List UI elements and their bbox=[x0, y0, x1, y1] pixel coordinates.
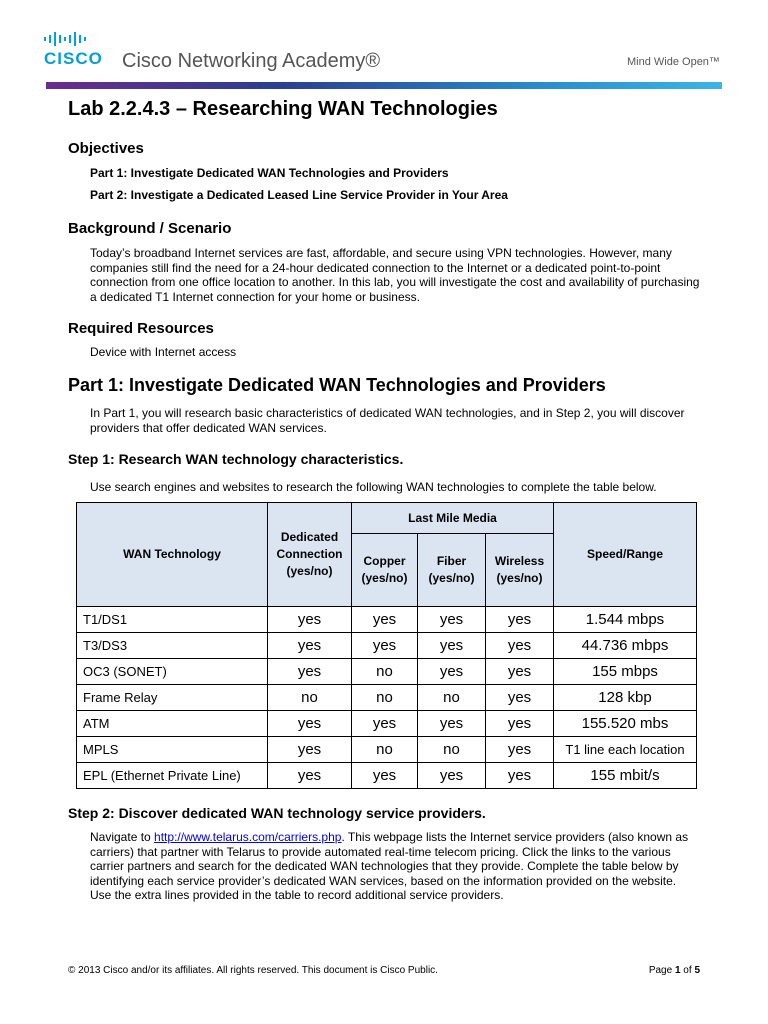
table-cell: 155 mbps bbox=[554, 659, 697, 685]
table-cell: no bbox=[352, 659, 418, 685]
page-total: 5 bbox=[694, 965, 700, 976]
page-of: of bbox=[680, 965, 695, 976]
table-cell: yes bbox=[352, 763, 418, 789]
part1-text: In Part 1, you will research basic characteristics of dedicated WAN technologies, and in Step 2, you will discover providers that offer dedicated WAN services. bbox=[90, 406, 685, 435]
table-cell: OC3 (SONET) bbox=[77, 659, 268, 685]
table-cell: yes bbox=[486, 763, 554, 789]
table-row bbox=[77, 737, 697, 763]
table-cell: yes bbox=[486, 685, 554, 711]
group-header-last-mile: Last Mile Media bbox=[352, 503, 554, 534]
table-row bbox=[77, 685, 697, 711]
table-cell: yes bbox=[486, 607, 554, 633]
table-cell: Frame Relay bbox=[77, 685, 268, 711]
table-cell: ATM bbox=[77, 711, 268, 737]
table-cell: yes bbox=[352, 711, 418, 737]
step1-text: Use search engines and websites to research the following WAN technologies to complete the table below. bbox=[90, 480, 657, 494]
table-row bbox=[77, 711, 697, 737]
table-cell: yes bbox=[352, 607, 418, 633]
step2-text bbox=[90, 830, 700, 903]
table-cell: no bbox=[352, 737, 418, 763]
col-header-wan-technology: WAN Technology bbox=[77, 503, 268, 607]
academy-name: Cisco Networking Academy® bbox=[122, 50, 381, 72]
table-cell: yes bbox=[418, 607, 486, 633]
table-cell: yes bbox=[486, 711, 554, 737]
part1-heading: Part 1: Investigate Dedicated WAN Technologies and Providers bbox=[68, 375, 606, 395]
table-cell: 155 mbit/s bbox=[554, 763, 697, 789]
col-header-wireless: Wireless (yes/no) bbox=[486, 534, 554, 607]
table-cell: 1.544 mbps bbox=[554, 607, 697, 633]
table-cell: yes bbox=[268, 763, 352, 789]
footer-page-number bbox=[649, 965, 700, 976]
resources-text: Device with Internet access bbox=[90, 345, 237, 359]
table-cell: yes bbox=[486, 737, 554, 763]
objectives-heading: Objectives bbox=[68, 140, 144, 157]
table-cell: yes bbox=[486, 659, 554, 685]
table-row bbox=[77, 763, 697, 789]
background-text: Today’s broadband Internet services are fast, affordable, and secure using VPN technologies. However, many companies still find the need for a 24-hour dedicated connection to the Internet or a dedicated point-to-point connection from one office location to another. In this lab, you will investigate the cost and availability of purchasing a dedicated T1 Internet connection for your home or business. bbox=[90, 246, 700, 304]
table-cell: EPL (Ethernet Private Line) bbox=[77, 763, 268, 789]
table-cell: no bbox=[352, 685, 418, 711]
page-current: 1 bbox=[674, 965, 681, 976]
cisco-logo-text: CISCO bbox=[44, 49, 103, 68]
table-cell: T1/DS1 bbox=[77, 607, 268, 633]
table-cell: yes bbox=[268, 607, 352, 633]
table-cell: MPLS bbox=[77, 737, 268, 763]
page-title: Lab 2.2.4.3 – Researching WAN Technologies bbox=[68, 98, 498, 120]
table-cell: yes bbox=[268, 711, 352, 737]
table-row bbox=[77, 633, 697, 659]
resources-heading: Required Resources bbox=[68, 320, 214, 337]
table-cell: no bbox=[418, 685, 486, 711]
table-cell: 128 kbp bbox=[554, 685, 697, 711]
table-row bbox=[77, 607, 697, 633]
col-header-copper: Copper (yes/no) bbox=[352, 534, 418, 607]
cisco-logo-icon bbox=[44, 32, 86, 46]
step2-text-after: . This webpage lists the Internet service providers (also known as carriers) that partner with Telarus to provide automated real-time telecom pricing. Click the links to the various carrier partners and search for the dedicated WAN technologies that they provide. Complete the table below by identifying each service provider’s dedicated WAN services, based on the information provided on the website. Use the extra lines provided in the table to record additional service providers. bbox=[90, 830, 689, 902]
objective-1: Part 1: Investigate Dedicated WAN Technologies and Providers bbox=[90, 166, 449, 180]
table-cell: yes bbox=[418, 659, 486, 685]
table-cell: T3/DS3 bbox=[77, 633, 268, 659]
objective-2: Part 2: Investigate a Dedicated Leased Line Service Provider in Your Area bbox=[90, 188, 508, 202]
col-header-speed: Speed/Range bbox=[554, 503, 697, 607]
table-cell: 155.520 mbs bbox=[554, 711, 697, 737]
table-cell: no bbox=[418, 737, 486, 763]
table-row bbox=[77, 659, 697, 685]
step2-text-before: Navigate to bbox=[90, 830, 155, 844]
table-cell: T1 line each location bbox=[554, 737, 697, 763]
header-gradient-bar bbox=[46, 82, 722, 89]
table-cell: yes bbox=[268, 659, 352, 685]
wan-technology-table bbox=[76, 502, 697, 789]
step2-heading: Step 2: Discover dedicated WAN technology service providers. bbox=[68, 805, 486, 821]
table-cell: yes bbox=[418, 711, 486, 737]
table-cell: yes bbox=[352, 633, 418, 659]
col-header-dedicated: Dedicated Connection (yes/no) bbox=[268, 503, 352, 607]
footer-copyright: © 2013 Cisco and/or its affiliates. All rights reserved. This document is Cisco Public. bbox=[68, 965, 438, 976]
table-cell: no bbox=[268, 685, 352, 711]
col-header-fiber: Fiber (yes/no) bbox=[418, 534, 486, 607]
table-cell: yes bbox=[486, 633, 554, 659]
page-label: Page bbox=[648, 965, 675, 976]
table-cell: yes bbox=[418, 633, 486, 659]
background-heading: Background / Scenario bbox=[68, 220, 232, 237]
step1-heading: Step 1: Research WAN technology characteristics. bbox=[68, 451, 404, 467]
table-cell: yes bbox=[418, 763, 486, 789]
tagline: Mind Wide Open™ bbox=[627, 56, 720, 68]
telarus-link[interactable]: http://www.telarus.com/carriers.php bbox=[154, 830, 342, 844]
table-cell: yes bbox=[268, 633, 352, 659]
table-cell: yes bbox=[268, 737, 352, 763]
table-cell: 44.736 mbps bbox=[554, 633, 697, 659]
